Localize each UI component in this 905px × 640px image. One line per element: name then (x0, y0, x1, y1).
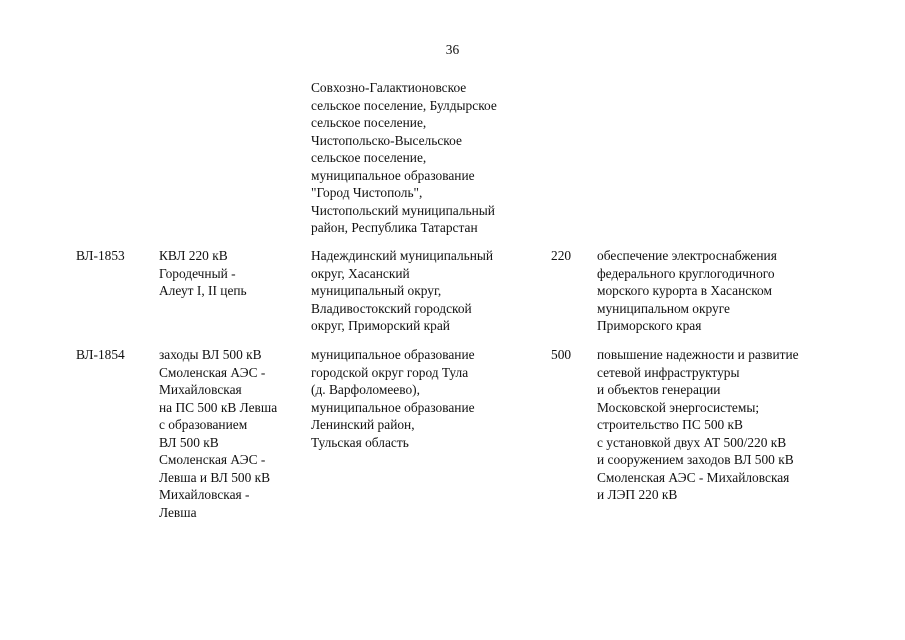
row-voltage-cell: 220 (551, 248, 572, 263)
row-area-cell: муниципальное образование городской округ город Тула (д. Варфоломеево), муниципальное образование Ленинский район, Тульская область (311, 347, 475, 450)
row-area-cell: Надеждинский муниципальный округ, Хасанский муниципальный округ, Владивостокский городской округ, Приморский край (311, 248, 494, 333)
row-code-cell: ВЛ-1853 (76, 248, 125, 263)
page-number: 36 (445, 42, 460, 57)
row-purpose-cell: обеспечение электроснабжения федерального круглогодичного морского курорта в Хасанском муниципальном округе Приморского края (597, 248, 777, 333)
continuation-area-cell: Совхозно-Галактионовское сельское поселение, Булдырское сельское поселение, Чистопольско-Высельское сельское поселение, муниципальное образование "Город Чистополь", Чистопольский муниципальный район, Республика Татарстан (311, 80, 497, 235)
row-name-cell: заходы ВЛ 500 кВ Смоленская АЭС - Михайловская на ПС 500 кВ Левша с образованием ВЛ 500 кВ Смоленская АЭС - Левша и ВЛ 500 кВ Михайловская - Левша (159, 347, 278, 520)
row-name-cell: КВЛ 220 кВ Городечный - Алеут I, II цепь (159, 248, 247, 298)
row-purpose-cell: повышение надежности и развитие сетевой инфраструктуры и объектов генерации Московской энергосистемы; строительство ПС 500 кВ с установкой двух АТ 500/220 кВ и сооружением заходов ВЛ 500 кВ Смоленская АЭС - Михайловская и ЛЭП 220 кВ (597, 347, 799, 502)
row-voltage-cell: 500 (551, 347, 572, 362)
row-code-cell: ВЛ-1854 (76, 347, 125, 362)
